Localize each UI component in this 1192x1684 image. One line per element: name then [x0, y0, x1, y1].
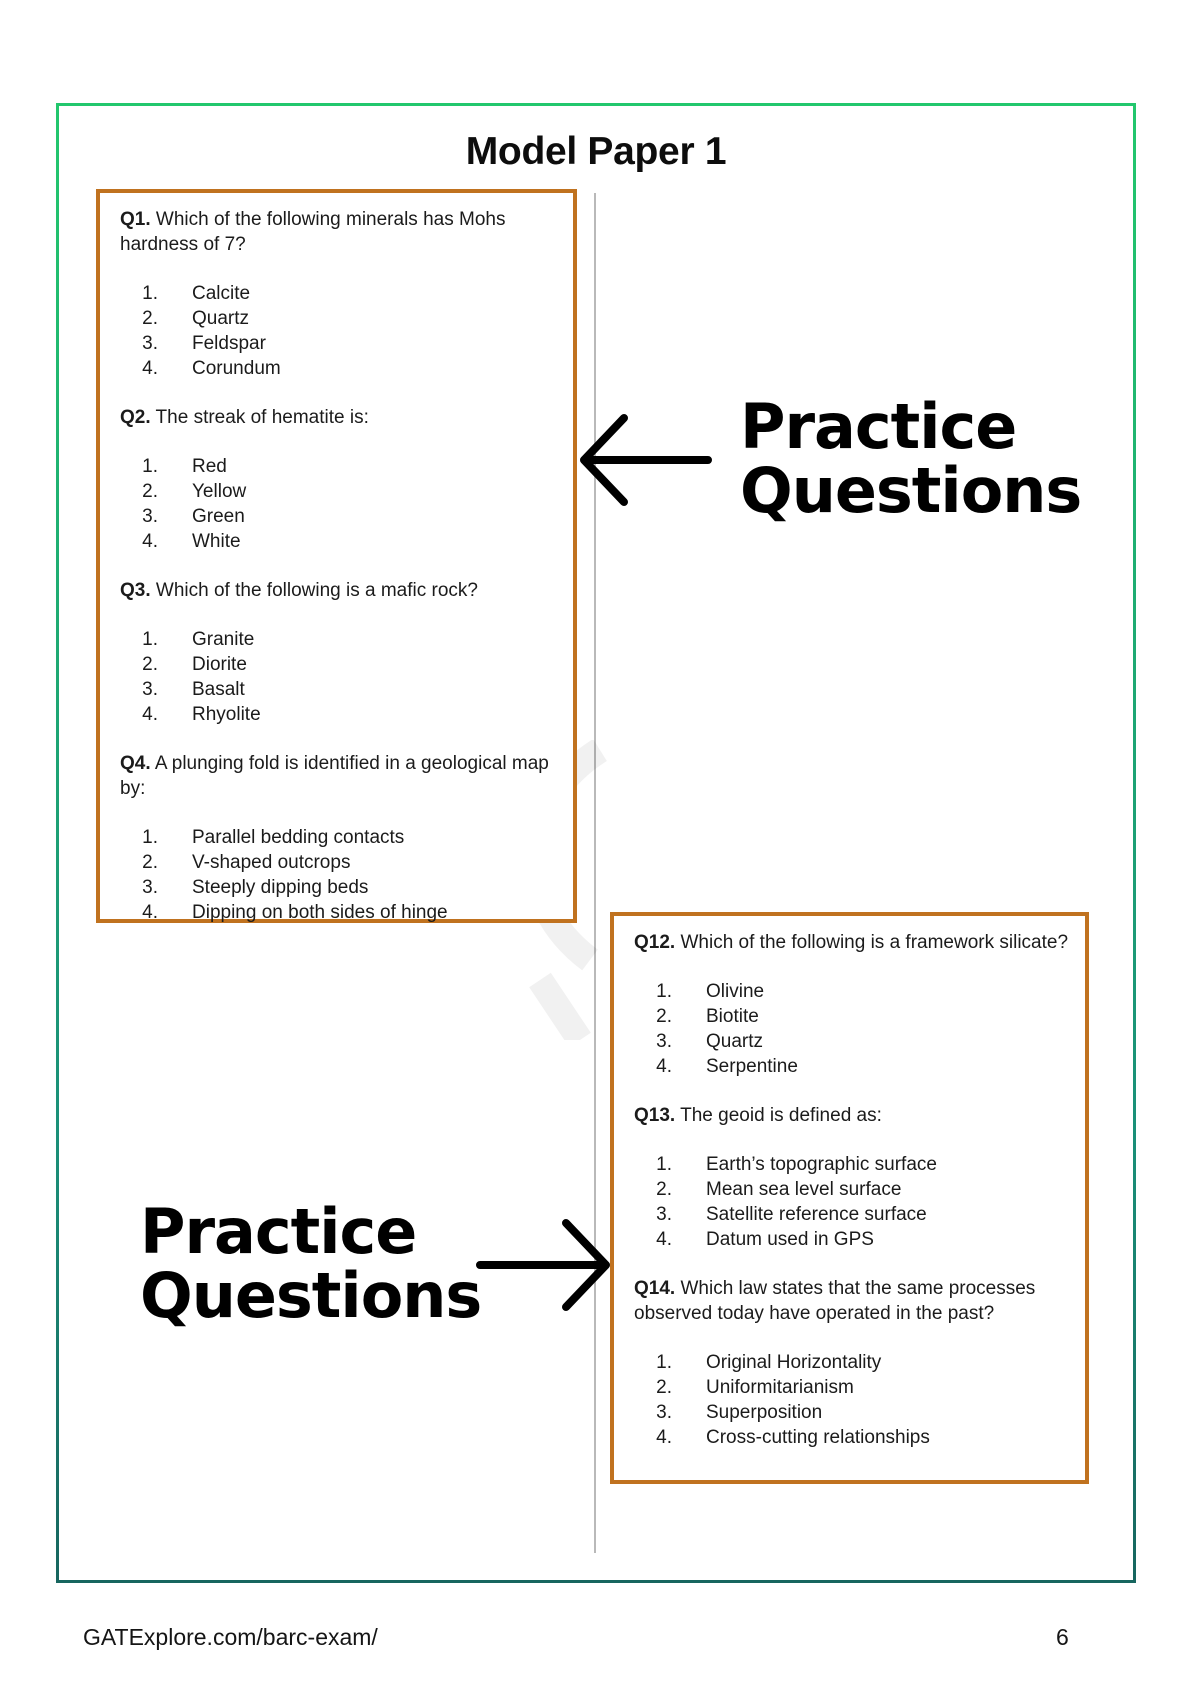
- option-item: [120, 825, 557, 850]
- option-text: Basalt: [192, 679, 245, 700]
- page-title: Model Paper 1: [465, 130, 727, 173]
- option-item: [634, 1029, 1069, 1054]
- option-list: [120, 454, 557, 554]
- option-text: Red: [192, 456, 227, 477]
- option-number: 3.: [656, 1031, 672, 1052]
- option-text: Datum used in GPS: [706, 1229, 874, 1250]
- option-number: 2.: [142, 308, 158, 329]
- option-text: Superposition: [706, 1402, 823, 1423]
- option-number: 3.: [656, 1402, 672, 1423]
- question-body: The streak of hematite is:: [150, 407, 369, 428]
- option-text: Biotite: [706, 1006, 759, 1027]
- option-item: [634, 1350, 1069, 1375]
- question-item: [634, 1276, 1069, 1450]
- option-item: [120, 454, 557, 479]
- question-text: [120, 751, 557, 801]
- question-number: Q2.: [120, 407, 151, 428]
- option-list: [634, 1350, 1069, 1450]
- option-number: 2.: [142, 852, 158, 873]
- option-number: 1.: [656, 1154, 672, 1175]
- option-number: 2.: [656, 1179, 672, 1200]
- question-body: Which of the following minerals has Mohs hardness of 7?: [120, 209, 506, 255]
- option-text: Calcite: [192, 283, 251, 304]
- option-text: Serpentine: [706, 1056, 798, 1077]
- option-number: 2.: [656, 1006, 672, 1027]
- practice-questions-callout-bottom: [140, 1195, 482, 1332]
- option-number: 4.: [142, 531, 158, 552]
- option-number: 1.: [142, 827, 158, 848]
- option-number: 4.: [142, 704, 158, 725]
- arrow-right-icon: [474, 1217, 614, 1313]
- callout-line2: Questions: [140, 1259, 482, 1332]
- question-text: [120, 578, 557, 603]
- option-number: 1.: [656, 981, 672, 1002]
- option-text: Steeply dipping beds: [192, 877, 369, 898]
- page-number: 6: [1056, 1624, 1069, 1650]
- option-item: [120, 504, 557, 529]
- option-number: 2.: [142, 481, 158, 502]
- callout-line1: Practice: [140, 1195, 417, 1268]
- option-text: Olivine: [706, 981, 765, 1002]
- option-item: [120, 652, 557, 677]
- option-text: White: [192, 531, 241, 552]
- option-number: 1.: [142, 283, 158, 304]
- option-text: Satellite reference surface: [706, 1204, 927, 1225]
- option-item: [120, 529, 557, 554]
- question-body: Which of the following is a mafic rock?: [150, 580, 478, 601]
- option-number: 3.: [142, 877, 158, 898]
- question-text: [120, 207, 557, 257]
- option-item: [120, 627, 557, 652]
- option-item: [634, 1375, 1069, 1400]
- question-item: [634, 930, 1069, 1079]
- option-number: 3.: [142, 679, 158, 700]
- option-item: [120, 356, 557, 381]
- question-text: [634, 930, 1069, 955]
- option-text: Cross-cutting relationships: [706, 1427, 930, 1448]
- option-number: 1.: [656, 1352, 672, 1373]
- option-number: 1.: [142, 629, 158, 650]
- question-body: The geoid is defined as:: [675, 1105, 882, 1126]
- option-item: [634, 1400, 1069, 1425]
- question-item: [120, 578, 557, 727]
- option-item: [120, 702, 557, 727]
- question-body: A plunging fold is identified in a geological map by:: [120, 753, 549, 799]
- footer-link[interactable]: GATExplore.com/barc-exam/: [83, 1624, 378, 1650]
- option-text: Original Horizontality: [706, 1352, 882, 1373]
- option-number: 4.: [656, 1229, 672, 1250]
- question-item: [634, 1103, 1069, 1252]
- option-number: 4.: [142, 358, 158, 379]
- option-text: Quartz: [192, 308, 250, 329]
- option-text: Rhyolite: [192, 704, 261, 725]
- option-item: [634, 1227, 1069, 1252]
- question-box-left: [96, 189, 577, 923]
- option-item: [634, 979, 1069, 1004]
- option-item: [634, 1004, 1069, 1029]
- option-text: Diorite: [192, 654, 247, 675]
- question-text: [634, 1276, 1069, 1326]
- option-list: [120, 627, 557, 727]
- option-item: [120, 900, 557, 925]
- option-item: [120, 281, 557, 306]
- callout-line2: Questions: [740, 454, 1082, 527]
- option-item: [120, 479, 557, 504]
- option-number: 3.: [142, 506, 158, 527]
- option-item: [120, 306, 557, 331]
- option-text: Feldspar: [192, 333, 266, 354]
- question-text: [120, 405, 557, 430]
- option-number: 4.: [142, 902, 158, 923]
- option-number: 4.: [656, 1056, 672, 1077]
- question-item: [120, 751, 557, 925]
- option-text: Dipping on both sides of hinge: [192, 902, 448, 923]
- option-item: [634, 1202, 1069, 1227]
- question-number: Q4.: [120, 753, 151, 774]
- question-item: [120, 405, 557, 554]
- option-list: [120, 281, 557, 381]
- question-number: Q13.: [634, 1105, 676, 1126]
- question-text: [634, 1103, 1069, 1128]
- option-number: 2.: [656, 1377, 672, 1398]
- option-item: [634, 1425, 1069, 1450]
- option-text: Yellow: [192, 481, 247, 502]
- option-text: V-shaped outcrops: [192, 852, 351, 873]
- question-number: Q12.: [634, 932, 676, 953]
- callout-line1: Practice: [740, 390, 1017, 463]
- option-number: 1.: [142, 456, 158, 477]
- option-item: [634, 1177, 1069, 1202]
- option-item: [120, 677, 557, 702]
- question-number: Q3.: [120, 580, 151, 601]
- question-body: Which law states that the same processes observed today have operated in the past?: [634, 1278, 1036, 1324]
- option-list: [634, 979, 1069, 1079]
- option-list: [120, 825, 557, 925]
- question-body: Which of the following is a framework silicate?: [675, 932, 1069, 953]
- option-number: 3.: [142, 333, 158, 354]
- question-box-right: [610, 912, 1089, 1484]
- arrow-left-icon: [578, 412, 714, 508]
- option-item: [120, 850, 557, 875]
- question-number: Q1.: [120, 209, 151, 230]
- option-text: Earth’s topographic surface: [706, 1154, 937, 1175]
- option-text: Corundum: [192, 358, 281, 379]
- practice-questions-callout-top: [740, 390, 1082, 527]
- option-list: [634, 1152, 1069, 1252]
- option-text: Uniformitarianism: [706, 1377, 854, 1398]
- question-number: Q14.: [634, 1278, 676, 1299]
- option-item: [634, 1152, 1069, 1177]
- option-text: Parallel bedding contacts: [192, 827, 405, 848]
- option-number: 2.: [142, 654, 158, 675]
- option-number: 3.: [656, 1204, 672, 1225]
- option-text: Mean sea level surface: [706, 1179, 902, 1200]
- option-text: Quartz: [706, 1031, 764, 1052]
- question-item: [120, 207, 557, 381]
- option-item: [120, 875, 557, 900]
- option-item: [120, 331, 557, 356]
- option-text: Green: [192, 506, 245, 527]
- option-number: 4.: [656, 1427, 672, 1448]
- option-text: Granite: [192, 629, 255, 650]
- option-item: [634, 1054, 1069, 1079]
